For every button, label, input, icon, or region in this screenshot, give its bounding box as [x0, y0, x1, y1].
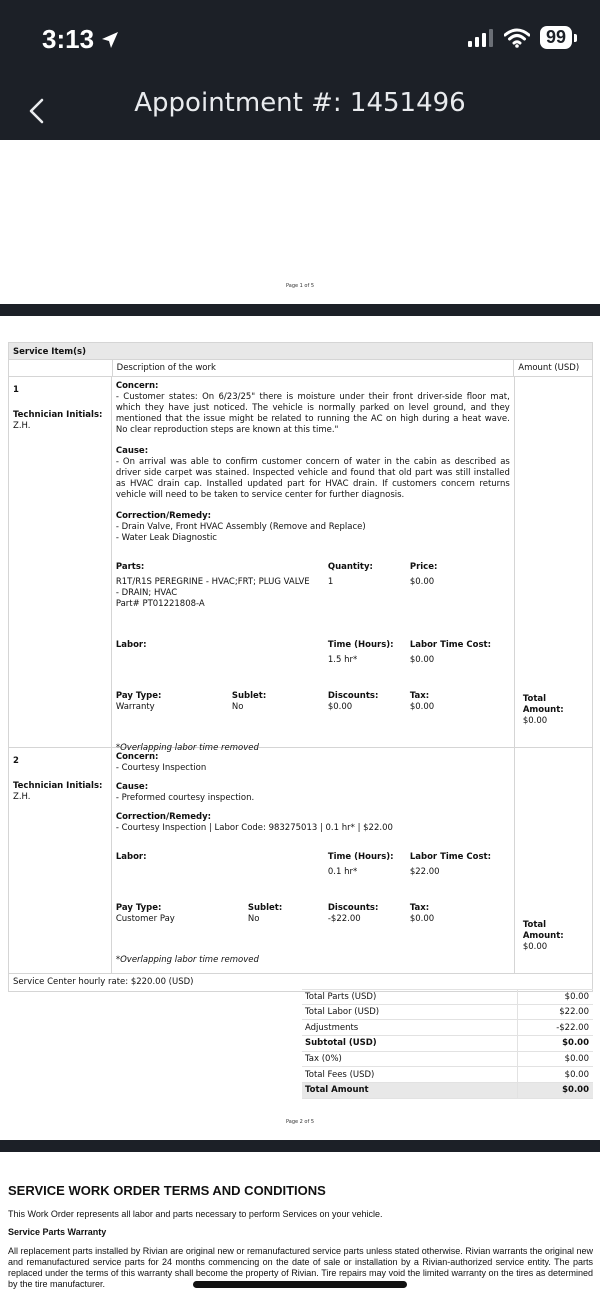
totals-value: $0.00	[564, 991, 589, 1002]
correction-label: Correction/Remedy:	[115, 511, 212, 521]
pay-type-label: Pay Type:	[115, 691, 162, 701]
totals-table	[302, 989, 593, 1099]
page-divider	[0, 304, 600, 316]
labor-note: *Overlapping labor time removed	[115, 743, 259, 753]
totals-label: Total Fees (USD)	[302, 1067, 518, 1082]
sublet-label: Sublet:	[247, 903, 283, 913]
concern-label: Concern:	[115, 381, 159, 391]
sublet-label: Sublet:	[231, 691, 267, 701]
time-hours-value: 1.5 hr*	[327, 655, 358, 665]
discounts-label: Discounts:	[327, 691, 379, 701]
time-hours-value: 0.1 hr*	[327, 867, 358, 877]
discounts-value: -$22.00	[327, 914, 361, 924]
totals-label: Total Parts (USD)	[302, 990, 518, 1004]
correction-line: - Water Leak Diagnostic	[115, 533, 217, 543]
part-number: Part# PT01221808-A	[115, 599, 205, 609]
labor-time-cost-value: $22.00	[409, 867, 440, 877]
sublet-value: No	[231, 702, 244, 712]
total-amount-value: $0.00	[522, 716, 548, 726]
totals-row	[302, 989, 593, 1005]
totals-label: Subtotal (USD)	[302, 1036, 518, 1051]
tech-initials-label: Technician Initials:	[13, 781, 103, 791]
tax-value: $0.00	[409, 702, 435, 712]
discounts-value: $0.00	[327, 702, 353, 712]
col-amount-header: Amount (USD)	[518, 363, 580, 373]
totals-row	[302, 1052, 593, 1068]
part-price: $0.00	[409, 577, 435, 587]
tax-value: $0.00	[409, 914, 435, 924]
status-icons	[468, 26, 572, 49]
discounts-label: Discounts:	[327, 903, 379, 913]
part-name: R1T/R1S PEREGRINE - HVAC;FRT; PLUG VALVE - DRAIN; HVAC	[115, 577, 310, 598]
item-description	[112, 748, 515, 973]
totals-value: $0.00	[562, 1038, 589, 1049]
tech-initials-value: Z.H.	[13, 792, 31, 802]
app-header	[0, 0, 600, 140]
labor-note: *Overlapping labor time removed	[115, 955, 259, 965]
page-title: Appointment #: 1451496	[134, 88, 466, 118]
labor-time-cost-label: Labor Time Cost:	[409, 640, 491, 650]
terms-title: SERVICE WORK ORDER TERMS AND CONDITIONS	[8, 1183, 326, 1198]
location-arrow-icon	[100, 30, 120, 50]
labor-time-cost-label: Labor Time Cost:	[409, 852, 491, 862]
part-quantity: 1	[327, 577, 334, 587]
totals-label: Adjustments	[302, 1020, 518, 1035]
total-amount-label: Total Amount:	[522, 694, 564, 715]
concern-label: Concern:	[115, 752, 159, 762]
cause-text: - Preformed courtesy inspection.	[115, 793, 255, 803]
hourly-rate: Service Center hourly rate: $220.00 (USD)	[8, 974, 593, 992]
item-meta	[9, 377, 112, 747]
parts-label: Parts:	[115, 562, 145, 572]
tech-initials-label: Technician Initials:	[13, 410, 103, 420]
sublet-value: No	[247, 914, 260, 924]
price-label: Price:	[409, 562, 438, 572]
cause-text: - On arrival was able to confirm customer concern of water in the cabin as described as driver side carpet was stained. Inspected vehicle and found that old part was still installed as HVAC drain cap. Installed updated part for HVAC drain. If customers concern returns vehicle will need to be taken to service center for further diagnosis.	[115, 457, 510, 500]
labor-label: Labor:	[115, 852, 147, 862]
tax-label: Tax:	[409, 903, 430, 913]
totals-row	[302, 1020, 593, 1036]
table-row	[8, 377, 593, 753]
totals-value: $22.00	[559, 1007, 589, 1018]
table-header-row	[8, 360, 593, 377]
item-number: 1	[13, 385, 19, 395]
tax-label: Tax:	[409, 691, 430, 701]
correction-line: - Drain Valve, Front HVAC Assembly (Remove and Replace)	[115, 522, 366, 532]
item-number: 2	[13, 756, 19, 766]
total-amount-value: $0.00	[522, 942, 548, 952]
item-amount	[515, 377, 592, 747]
pay-type-value: Warranty	[115, 702, 155, 712]
totals-label: Total Labor (USD)	[302, 1005, 518, 1020]
warranty-text: All replacement parts installed by Rivian are original new or remanufactured service parts unless stated otherwise. Rivian warrants the original new and remanufactured service parts for 24 months commencing on the date of sale or installation by a Rivian-authorized service entity. The parts replaced under the terms of this warranty shall become the property of Rivian. Tire repairs may void the limited warranty on the tires as determined by the tire manufacturer.	[8, 1246, 593, 1289]
item-meta	[9, 748, 112, 973]
totals-label: Total Amount	[302, 1083, 518, 1098]
concern-text: - Customer states: On 6/23/25" there is moisture under their front driver-side floor mat, which they have just noticed. The vehicle is normally parked on level ground, and they mentioned that the issue might be related to running the AC on high during a heat wave. No clear reproduction steps are known at this time."	[115, 392, 510, 435]
labor-label: Labor:	[115, 640, 147, 650]
terms-intro: This Work Order represents all labor and parts necessary to perform Services on your vehicle.	[8, 1209, 383, 1219]
page-divider	[0, 1140, 600, 1152]
signal-icon	[468, 29, 494, 47]
time-hours-label: Time (Hours):	[327, 640, 394, 650]
service-items-table	[8, 342, 593, 992]
col-description-header: Description of the work	[113, 360, 515, 376]
totals-value: $0.00	[562, 1085, 589, 1096]
totals-row	[302, 1083, 593, 1099]
battery-icon: 99	[540, 26, 572, 49]
totals-value: $0.00	[564, 1069, 589, 1080]
page-1-label: Page 1 of 5	[285, 283, 315, 289]
tech-initials-value: Z.H.	[13, 421, 31, 431]
totals-value: $0.00	[564, 1054, 589, 1065]
item-amount	[515, 748, 592, 973]
quantity-label: Quantity:	[327, 562, 373, 572]
item-description	[112, 377, 515, 753]
totals-row	[302, 1067, 593, 1083]
pay-type-value: Customer Pay	[115, 914, 175, 924]
totals-label: Tax (0%)	[302, 1052, 518, 1067]
status-time	[42, 24, 120, 55]
service-items-title: Service Item(s)	[8, 342, 593, 360]
total-amount-label: Total Amount:	[522, 920, 564, 941]
status-time-text: 3:13	[42, 24, 95, 54]
labor-time-cost-value: $0.00	[409, 655, 435, 665]
correction-label: Correction/Remedy:	[115, 812, 212, 822]
totals-row	[302, 1005, 593, 1021]
warranty-title: Service Parts Warranty	[8, 1227, 107, 1237]
time-hours-label: Time (Hours):	[327, 852, 394, 862]
terms-section	[8, 1183, 593, 1290]
correction-text: - Courtesy Inspection | Labor Code: 983275013 | 0.1 hr* | $22.00	[115, 823, 393, 833]
cause-label: Cause:	[115, 782, 149, 792]
pay-type-label: Pay Type:	[115, 903, 162, 913]
table-row	[8, 748, 593, 974]
page-2-label: Page 2 of 5	[285, 1119, 315, 1125]
home-indicator[interactable]	[193, 1281, 407, 1288]
concern-text: - Courtesy Inspection	[115, 763, 207, 773]
wifi-icon	[504, 28, 530, 48]
cause-label: Cause:	[115, 446, 149, 456]
totals-row	[302, 1036, 593, 1052]
totals-value: -$22.00	[556, 1022, 589, 1033]
